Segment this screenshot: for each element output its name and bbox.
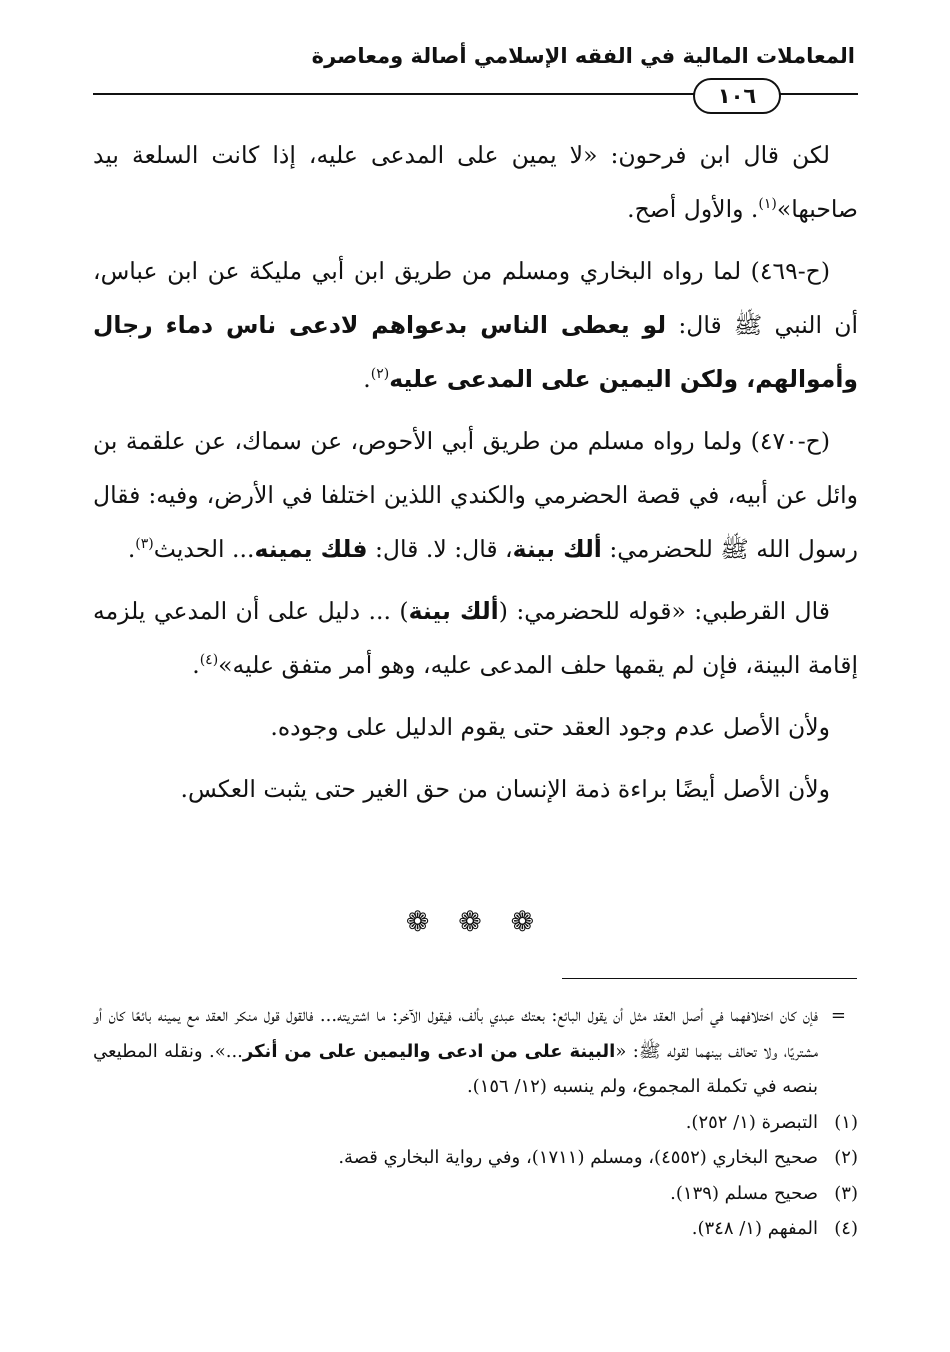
paragraph-3-hadith-470: (ح-٤٧٠) ولما رواه مسلم من طريق أبي الأحوص، عن سماك، عن علقمة بن وائل عن أبيه، في قصة الحضرمي والكندي اللذين اختلفا في الأرض، وفيه: فقال رسول الله ﷺ للحضرمي: ألك بينة، قال: لا. قال: فلك يمينه... الحديث$^{(٣)}$. [93,427,858,563]
footnote-number: (٤) [834,1218,858,1239]
hadith-quote: فلك يمينه [254,535,368,563]
footnote-continuation: = فإن كان اختلافهما في أصل العقد مثل أن يقول البائع: بعتك عبدي بألف، فيقول الآخر: ما اشتريته... فالقول قول منكر العقد مع يمينه بائعًا كان أو مشتريًا، ولا تحالف بينهما لقوله ﷺ: «البينة على من ادعى واليمين على من أنكر...». ونقله المطيعي بنصه في تكملة المجموع، ولم ينسبه (١٢/ ١٥٦). [93,998,858,1105]
footnote-ref-3: (٣) [135,536,154,553]
footnote-1: (١) التبصرة (١/ ٢٥٢). [93,1105,858,1141]
paragraph-1: لكن قال ابن فرحون: «لا يمين على المدعى عليه، إذا كانت السلعة بيد صاحبها»$^{(١)}$. والأول أصح. [93,141,858,223]
footnote-2: (٢) صحيح البخاري (٤٥٥٢)، ومسلم (١٧١١)، وفي رواية البخاري قصة. [93,1140,858,1176]
footnote-3: (٣) صحيح مسلم (١٣٩). [93,1176,858,1212]
hadith-quote: البينة على من ادعى واليمين على من أنكر [242,1040,616,1062]
footnote-number: (١) [834,1111,858,1133]
paragraph-2-hadith-469: (ح-٤٦٩) لما رواه البخاري ومسلم من طريق ابن أبي مليكة عن ابن عباس، أن النبي ﷺ قال: لو يعطى الناس بدعواهم لادعى ناس دماء رجال وأموالهم، ولكن اليمين على المدعى عليه$^{(٢)}$. [93,257,859,393]
running-header-title: المعاملات المالية في الفقه الإسلامي أصالة ومعاصرة [311,44,855,68]
hadith-quote: ألك بينة [512,535,602,563]
footnote-ref-4: (٤) [199,652,219,669]
footnote-separator-rule [562,978,857,979]
main-text [93,128,858,816]
footnote-ref-2: (٢) [370,366,390,383]
footnote-number: (٣) [834,1182,858,1204]
page-number: ١٠٦ [693,78,781,114]
footnotes [93,998,858,1247]
paragraph-6: ولأن الأصل أيضًا براءة ذمة الإنسان من حق الغير حتى يثبت العكس. [180,775,830,803]
footnote-ref-1: (١) [758,196,777,213]
hadith-quote: ألك بينة [408,597,499,625]
paragraph-4-qurtubi: قال القرطبي: «قوله للحضرمي: (ألك بينة) ... دليل على أن المدعي يلزمه إقامة البينة، فإن لم يقمها حلف المدعى عليه، وهو أمر متفق عليه»$^{(٤)}$. [93,597,858,679]
footnote-number: (٢) [834,1147,858,1168]
footnote-4: (٤) المفهم (١/ ٣٤٨). [93,1211,858,1247]
continuation-marker: = [830,1005,846,1026]
paragraph-5: ولأن الأصل عدم وجود العقد حتى يقوم الدليل على وجوده. [270,713,830,741]
hadith-quote: لو يعطى الناس بدعواهم لادعى ناس دماء رجال وأموالهم، ولكن اليمين على المدعى عليه [93,311,858,393]
section-separator-ornaments: ❁ ❁ ❁ [405,905,545,938]
